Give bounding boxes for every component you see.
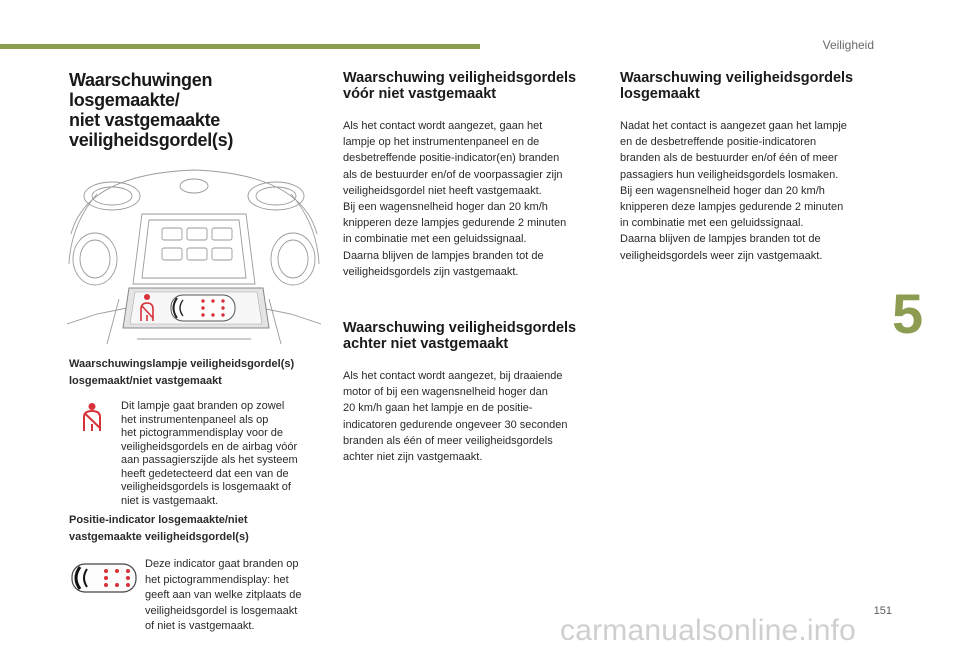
column-middle <box>343 70 603 465</box>
dashboard-illustration <box>67 164 321 344</box>
rear-belts-title: Waarschuwing veiligheidsgordels achter niet vastgemaakt <box>343 320 577 353</box>
watermark: carmanualsonline.info <box>560 614 857 647</box>
section-label: Veiligheid <box>822 38 874 52</box>
unfastened-belts-title: Waarschuwing veiligheidsgordels losgemaakt <box>620 70 854 102</box>
unfastened-belts-text: Nadat het contact is aangezet gaan het lampje en de desbetreffende positie-indicatoren branden als de bestuurder en/of één of meer passagiers hun veiligheidsgordels losmaken. Bij een wagensnelheid hoger dan 20 km/h knipperen deze lampjes gedurende 2 minuten in combinatie met een geluidssignaal. Daarna blijven de lampjes branden tot de veiligheidsgordels weer zijn vastgemaakt. <box>620 120 847 262</box>
lamp-description: Dit lampje gaat branden op zowel het instrumentenpaneel als op het pictogrammendisplay voor de veiligheidsgordels en de airbag vóór aan passagierszijde als het systeem heeft gedetecteerd dat een van de veiligheidsgordels is losgemaakt of niet is vastgemaakt. <box>69 398 327 512</box>
column-right <box>620 70 882 264</box>
front-belts-text: Als het contact wordt aangezet, gaan het lampje op het instrumentenpaneel en de desbetreffende positie-indicator(en) branden als de bestuurder en/of de voorpassagier zijn veiligheidsgordel niet heeft vastgemaakt. Bij een wagensnelheid hoger dan 20 km/h knipperen deze lampjes gedurende 2 minuten in combinatie met een geluidssignaal. Daarna blijven de lampjes branden tot de veiligheidsgordels zijn vastgemaakt. <box>343 120 567 278</box>
seat-position-indicator <box>171 295 235 321</box>
lamp-subheading: Waarschuwingslampje veiligheidsgordel(s) losgemaakt/niet vastgemaakt <box>69 358 295 387</box>
main-title: Waarschuwingen losgemaakte/ niet vastgemaakte veiligheidsgordel(s) <box>69 70 234 150</box>
front-belts-title: Waarschuwing veiligheidsgordels vóór niet vastgemaakt <box>343 70 577 102</box>
rear-belts-text: Als het contact wordt aangezet, bij draaiende motor of bij een wagensnelheid hoger dan 20 km/h gaan het lampje en de positie- indicatoren gedurende ongeveer 30 seconden branden als één of meer veiligheidsgordels achter niet zijn vastgemaakt. <box>343 370 568 464</box>
page-number: 151 <box>873 605 892 617</box>
position-description: Deze indicator gaat branden op het pictogrammendisplay: het geeft aan van welke zitplaats de veiligheidsgordel is losgemaakt of niet is vastgemaakt. <box>69 554 327 644</box>
display-panel <box>123 288 269 328</box>
position-subheading: Positie-indicator losgemaakte/niet vastgemaakte veiligheidsgordel(s) <box>69 514 249 543</box>
seat-indicator-icon <box>71 562 137 594</box>
column-left <box>69 70 327 644</box>
chapter-number: 5 <box>892 282 924 345</box>
seatbelt-lamp-icon <box>81 402 103 432</box>
dashboard-diagram <box>67 164 321 344</box>
header-accent-bar <box>0 44 480 49</box>
